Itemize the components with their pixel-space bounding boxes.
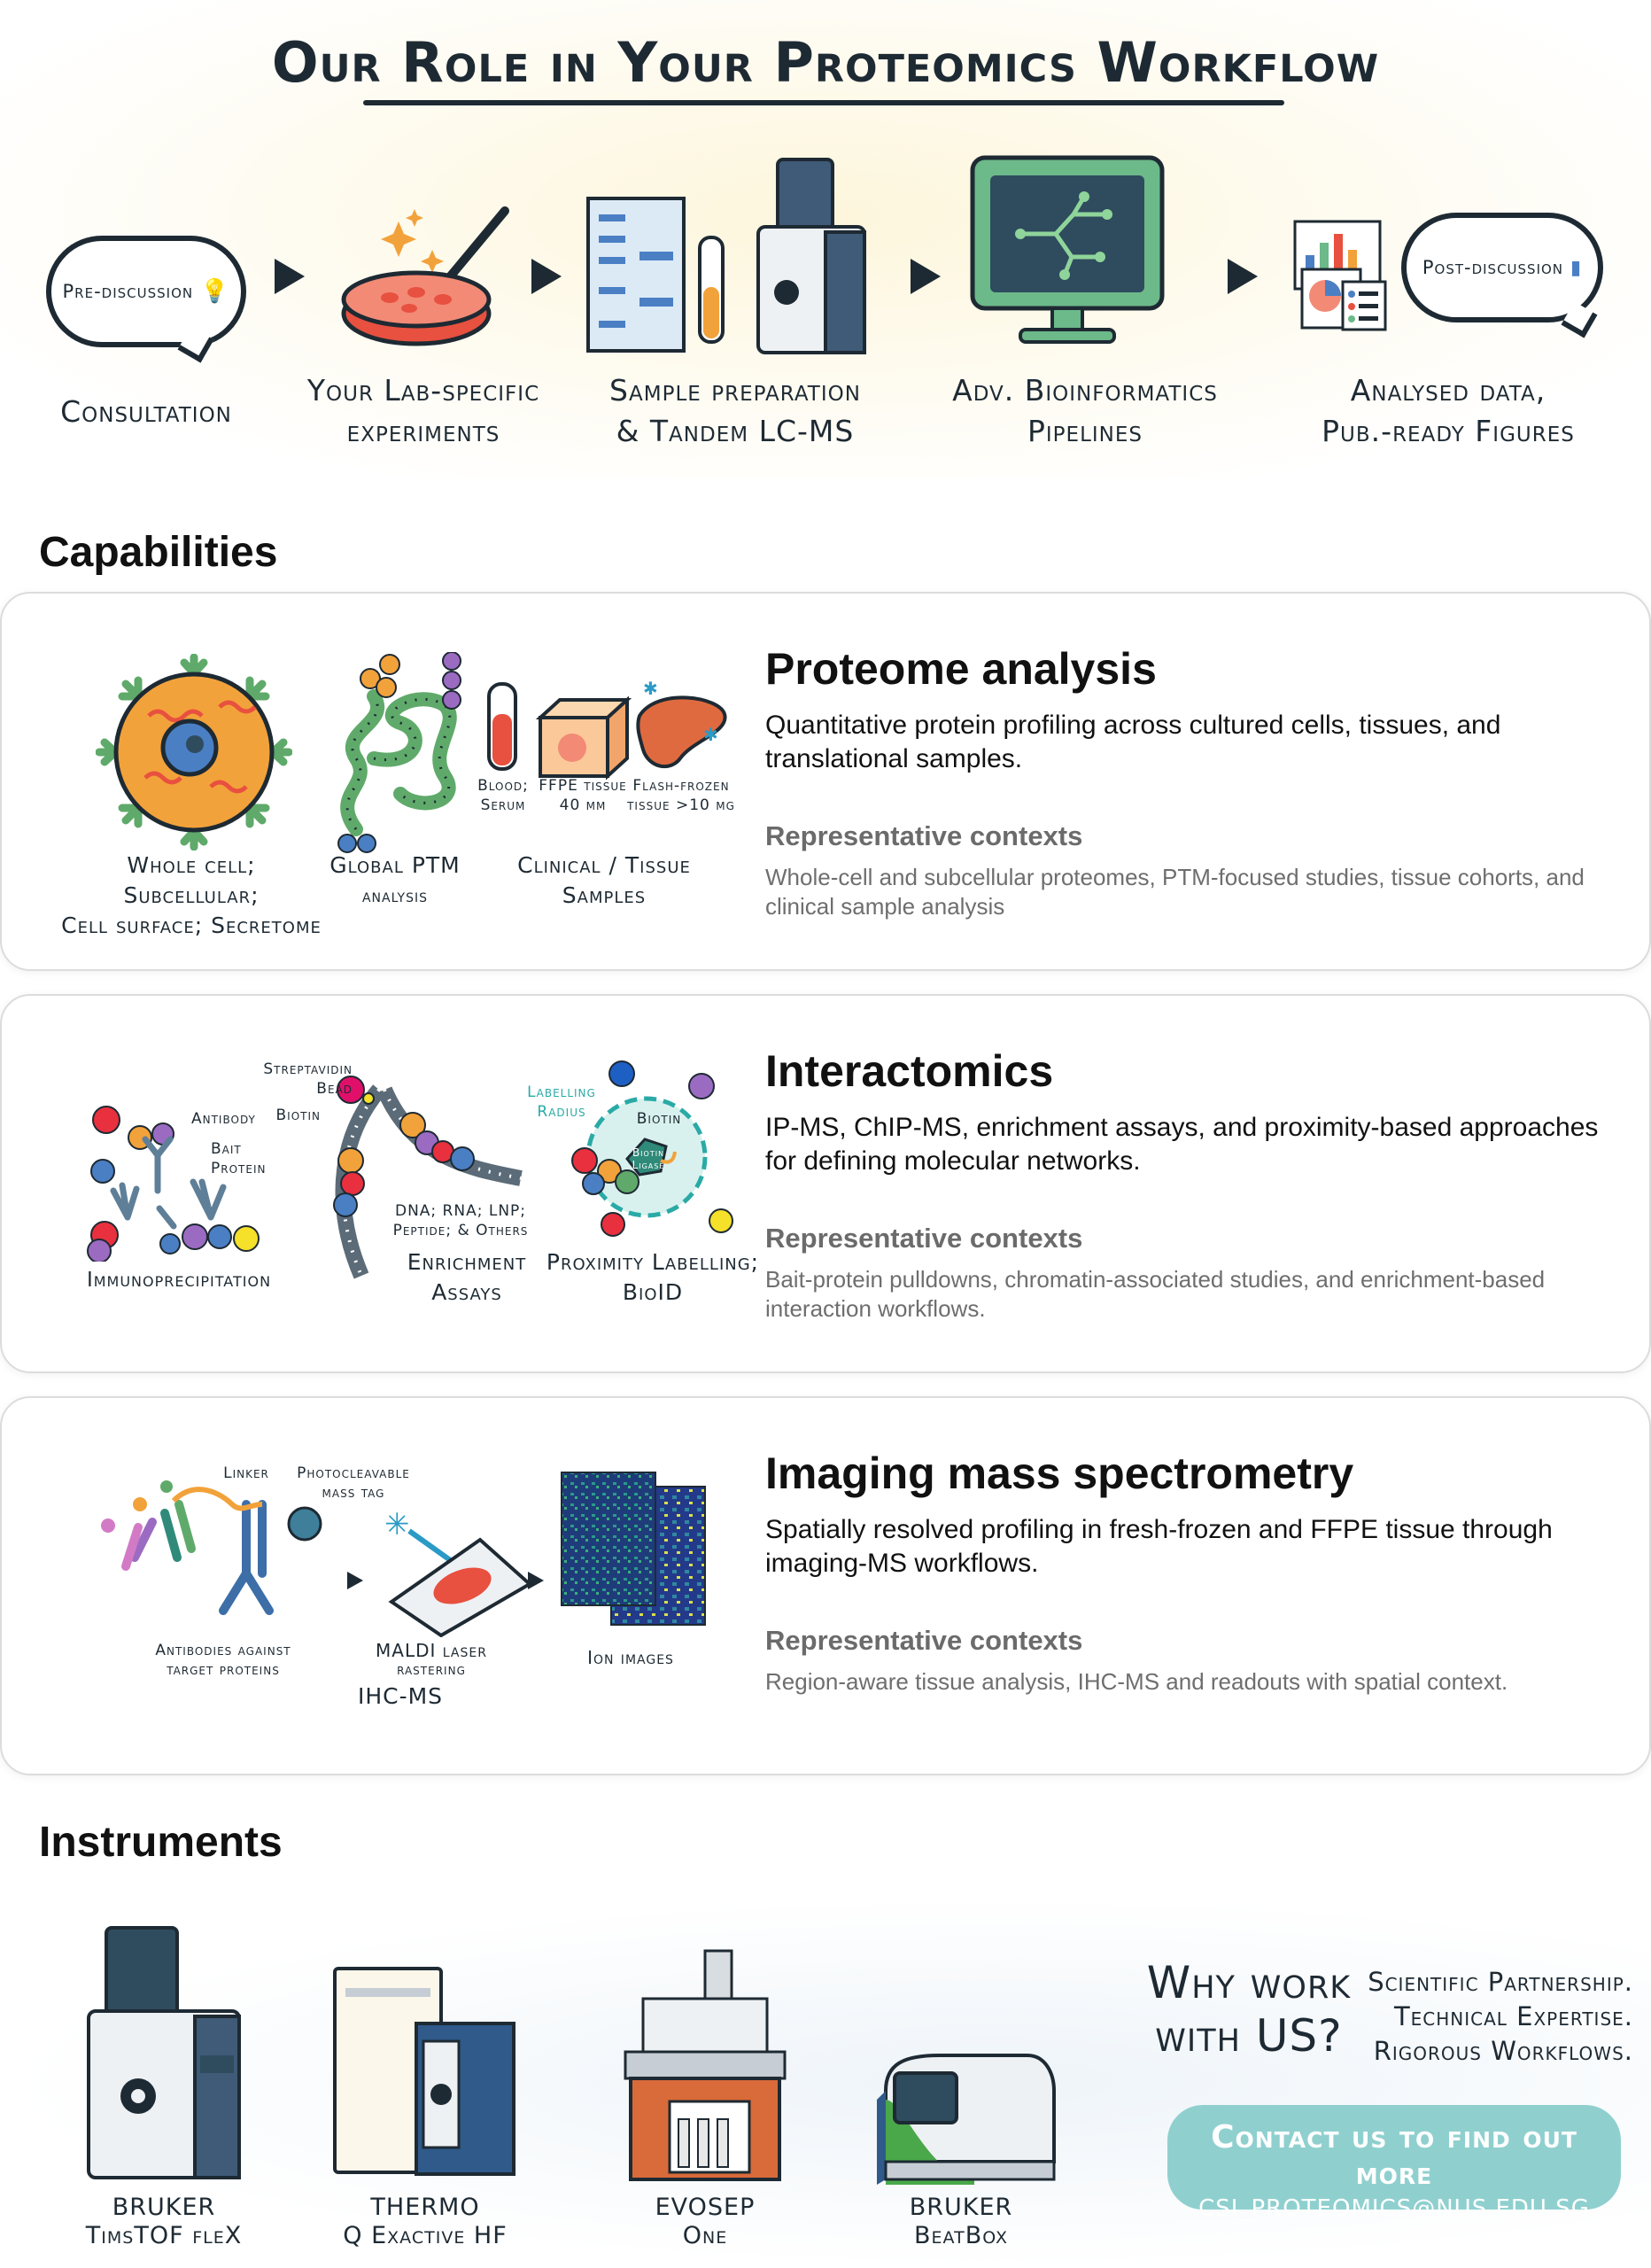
workflow-title: Our Role in Your Proteomics Workflow <box>271 30 1380 95</box>
card-subheading: Representative contexts <box>765 820 1083 851</box>
label-line: Radius <box>537 1103 586 1121</box>
cell-icon <box>96 654 292 850</box>
label-line: Clinical / Tissue <box>517 852 691 878</box>
label-line: Whole cell; Subcellular; <box>123 852 260 908</box>
flash-frozen-label <box>625 776 737 815</box>
label-line: Bead <box>316 1080 353 1098</box>
step-label-line: Your Lab-specific <box>306 373 540 408</box>
antibodies-target-label <box>117 1641 329 1680</box>
label-line: One <box>682 2222 728 2249</box>
instrument-label <box>616 2194 794 2250</box>
enrichment-assays-label <box>391 1247 542 1308</box>
label-line: 40 μm <box>559 796 607 814</box>
label-line: THERMO <box>370 2194 480 2221</box>
biotin-inner-label: Biotin <box>636 1110 682 1128</box>
label-line: BRUKER <box>112 2194 216 2221</box>
step-experiments-label <box>282 370 565 452</box>
step-label-line: Sample preparation <box>609 373 861 408</box>
label-line: Labelling <box>527 1084 596 1101</box>
label-line: Samples <box>562 882 647 908</box>
label-line: TimsTOF fleX <box>85 2222 243 2249</box>
photocleavable-label <box>278 1464 429 1503</box>
post-discussion-label: Post-discussion <box>1422 257 1564 278</box>
clinical-samples-icon <box>480 679 737 790</box>
step-label-line: Consultation <box>60 394 232 429</box>
card-description: Quantitative protein profiling across cultured cells, tissues, and translational samples. <box>765 711 1501 773</box>
flow-arrow-icon <box>347 1572 363 1589</box>
label-line: Cell surface; Secretome <box>61 913 322 938</box>
why-line: Why work <box>1146 1957 1352 2008</box>
step-label-line: experiments <box>346 414 500 448</box>
label-line: tissue >10 mg <box>627 796 735 814</box>
card-subheading: Representative contexts <box>765 1625 1083 1656</box>
title-underline <box>363 100 1284 105</box>
clinical-tissue-label <box>498 850 710 911</box>
global-ptm-label <box>315 850 475 911</box>
evosep-instrument-icon <box>616 1946 794 2185</box>
biotin-ligase-label <box>622 1146 675 1171</box>
label-line: EVOSEP <box>655 2194 756 2221</box>
flow-arrow-icon <box>531 259 562 294</box>
label-line: Streptavidin <box>263 1060 353 1078</box>
pre-discussion-label: Pre-discussion <box>62 281 194 302</box>
instrument-label <box>868 2194 1054 2250</box>
flow-arrow-icon <box>911 259 941 294</box>
beatbox-instrument-icon <box>868 2047 1063 2188</box>
step-lcms-label <box>576 370 895 452</box>
label-line: Photocleavable <box>297 1464 410 1482</box>
why-work-with-us <box>1134 1956 1364 2062</box>
q-exactive-instrument-icon <box>328 1961 523 2183</box>
card-interactomics <box>0 994 1651 1373</box>
label-line: MALDI laser <box>376 1640 487 1661</box>
card-contexts: Whole-cell and subcellular proteomes, PTM-focused studies, tissue cohorts, and clinical sample analysis <box>765 864 1585 920</box>
label-line: Serum <box>480 796 526 814</box>
card-description: IP-MS, ChIP-MS, enrichment assays, and proximity-based approaches for defining molecular networks. <box>765 1113 1599 1176</box>
maldi-laser-label <box>365 1641 498 1680</box>
label-line: Global PTM <box>329 852 461 878</box>
gel-and-mass-spec-icon <box>581 152 882 358</box>
flow-arrow-icon <box>275 259 305 294</box>
step-bioinformatics-label <box>930 370 1240 452</box>
lightbulb-icon: 💡 <box>200 278 230 305</box>
label-line: Peptide; & Others <box>392 1222 529 1239</box>
ihc-ms-label: IHC-MS <box>357 1683 444 1709</box>
capabilities-heading: Capabilities <box>39 529 278 576</box>
petri-dish-icon <box>328 200 531 360</box>
label-line: Assays <box>431 1279 502 1305</box>
linker-label: Linker <box>223 1464 269 1482</box>
step-figures-label <box>1284 370 1612 452</box>
timstof-instrument-icon <box>80 1922 248 2183</box>
label-line: rastering <box>397 1661 466 1679</box>
label-line: Ligase <box>632 1159 665 1171</box>
label-line: DNA; RNA; LNP; <box>394 1202 527 1220</box>
label-line: BeatBox <box>914 2222 1008 2249</box>
label-line: analysis <box>361 885 429 906</box>
ptm-protein-icon <box>321 652 471 856</box>
label-line: FFPE tissue <box>539 777 627 795</box>
label-line: Enrichment <box>407 1249 527 1275</box>
label-line: Antibodies against <box>155 1642 291 1659</box>
step-label-line: Pub.-ready Figures <box>1322 414 1575 448</box>
ion-images-icon <box>558 1469 709 1628</box>
ffpe-tissue-label <box>531 776 634 815</box>
flow-arrow-icon <box>1228 259 1258 294</box>
label-line: Protein <box>211 1160 267 1177</box>
proximity-bioid-label <box>542 1247 763 1308</box>
antibody-label: Antibody <box>191 1110 256 1128</box>
biotin-label: Biotin <box>275 1107 321 1124</box>
svg-text:✱: ✱ <box>703 726 718 745</box>
label-line: Blood; <box>477 777 529 795</box>
step-label-line: Pipelines <box>1027 414 1143 448</box>
step-label-line: & Tandem LC-MS <box>616 414 855 448</box>
whole-cell-label <box>58 850 324 941</box>
label-line: Biotin <box>632 1146 665 1159</box>
workflow-banner <box>0 0 1651 478</box>
why-line: with US? <box>1155 2010 1343 2062</box>
contact-label: Contact us to find out more <box>1211 2119 1577 2192</box>
value-point: Rigorous Workflows. <box>1373 2036 1633 2066</box>
label-line: Flash-frozen <box>632 777 730 795</box>
card-subheading: Representative contexts <box>765 1223 1083 1254</box>
label-line: BRUKER <box>909 2194 1013 2221</box>
maldi-slide-icon <box>374 1504 533 1637</box>
svg-text:✱: ✱ <box>643 680 658 699</box>
contact-email[interactable]: CSI_PROTEOMICS@NUS.EDU.SG <box>1198 2195 1590 2222</box>
label-line: Q Exactive HF <box>343 2222 508 2249</box>
card-contexts: Bait-protein pulldowns, chromatin-associated studies, and enrichment-based interaction workflows. <box>765 1266 1546 1322</box>
pre-discussion-bubble <box>46 236 246 347</box>
label-line: Bait <box>211 1140 242 1158</box>
value-points <box>1355 1965 1633 2069</box>
instruments-heading: Instruments <box>39 1819 283 1866</box>
flow-arrow-icon <box>528 1572 544 1589</box>
card-title: Interactomics <box>765 1046 1054 1096</box>
contact-button[interactable] <box>1167 2105 1621 2222</box>
card-contexts: Region-aware tissue analysis, IHC-MS and readouts with spatial context. <box>765 1668 1508 1695</box>
label-line: target proteins <box>167 1661 280 1679</box>
report-charts-icon <box>1290 216 1394 333</box>
label-line: mass tag <box>322 1484 385 1502</box>
svg-text:✳: ✳ <box>384 1508 410 1542</box>
dna-rna-label <box>388 1201 533 1240</box>
card-title: Proteome analysis <box>765 644 1157 694</box>
immunoprecipitation-label: Immunoprecipitation <box>86 1269 272 1292</box>
bait-protein-label <box>211 1139 291 1178</box>
blood-serum-label <box>468 776 539 815</box>
value-point: Scientific Partnership. <box>1368 1967 1633 1997</box>
value-point: Technical Expertise. <box>1393 2001 1633 2031</box>
instrument-label <box>328 2194 523 2250</box>
card-proteome-analysis <box>0 592 1651 971</box>
step-label-line: Analysed data, <box>1350 373 1546 408</box>
step-consultation-label <box>27 392 266 432</box>
instrument-label <box>71 2194 257 2250</box>
card-imaging-ms <box>0 1396 1651 1775</box>
labelling-radius-label <box>519 1083 604 1122</box>
step-label-line: Adv. Bioinformatics <box>952 373 1218 408</box>
label-line: Proximity Labelling; <box>546 1249 760 1275</box>
card-description: Spatially resolved profiling in fresh-frozen and FFPE tissue through imaging-MS workflows. <box>765 1515 1553 1578</box>
monitor-network-icon <box>967 152 1167 354</box>
ion-images-label: Ion images <box>587 1647 674 1668</box>
card-title: Imaging mass spectrometry <box>765 1449 1354 1498</box>
label-line: BioID <box>622 1279 684 1305</box>
bar-chart-icon: ▮ <box>1570 256 1583 279</box>
streptavidin-bead-label <box>237 1060 353 1099</box>
